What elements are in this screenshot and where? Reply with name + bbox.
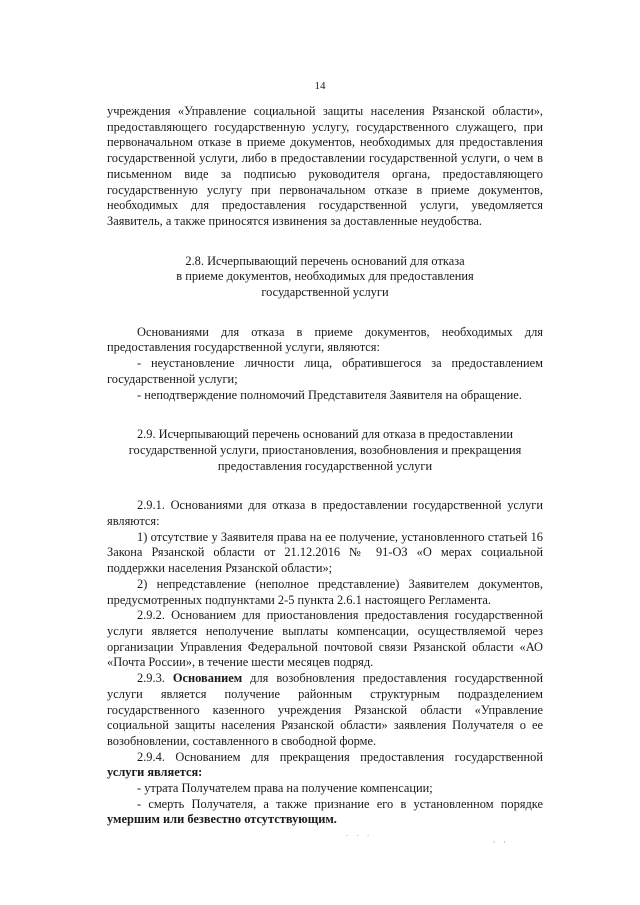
section-heading-line: государственной услуги: [261, 285, 389, 300]
paragraph: 2.9.3. Основанием для возобновления предоставления государственной услуги является получение районным структурным подразделением государственного казенного учреждения Рязанской области «Управление социальной защиты населения Рязанской области» заявления Получателя о ее возобновлении, составленного в свободной форме.: [107, 671, 543, 748]
section-heading-line: 2.9. Исчерпывающий перечень оснований для отказа в предоставлении: [136, 427, 514, 442]
section-2-8-heading: [107, 254, 543, 301]
paragraph: 2.9.4. Основанием для прекращения предоставления государственной услуги является:: [107, 749, 543, 780]
list-item: - неподтверждение полномочий Представителя Заявителя на обращение.: [137, 387, 522, 402]
section-heading-line: государственной услуги, приостановления, возобновления и прекращения: [128, 442, 522, 457]
list-item: - смерть Получателя, а также признание его в установленном порядке умершим или безвестно отсутствующим.: [107, 796, 543, 827]
section-heading-line: 2.8. Исчерпывающий перечень оснований для отказа: [185, 253, 465, 268]
scan-artifact: . . .: [346, 828, 373, 838]
list-item: 2) непредставление (неполное представление) Заявителем документов, предусмотренных подпунктами 2-5 пункта 2.6.1 настоящего Регламента.: [107, 576, 543, 607]
paragraph: 2.9.1. Основаниями для отказа в предоставлении государственной услуги являются:: [107, 498, 543, 529]
paragraph: 2.9.2. Основанием для приостановления предоставления государственной услуги является неполучение выплаты компенсации, осуществляемой через организации Управления Федеральной почтовой связи Рязанской области «АО «Почта России», в течение шести месяцев подряд.: [107, 608, 543, 670]
bold-phrase: умершим или безвестно отсутствующим.: [107, 812, 337, 827]
bold-phrase: услуги является:: [107, 765, 203, 780]
intro-paragraph: учреждения «Управление социальной защиты населения Рязанской области», предоставляющего государственную услугу, государственного служащего, при первоначальном отказе в приеме документов, необходимых для предоставления государственной услуги, либо в предоставлении государственной услуги, о чем в письменном виде за подписью руководителя органа, предоставляющего государственную услугу при первоначальном отказе в приеме документов, необходимых для предоставления государственной услуги, уведомляется Заявитель, а также приносятся извинения за доставленные неудобства.: [107, 104, 543, 228]
section-heading-line: в приеме документов, необходимых для предоставления: [176, 269, 474, 284]
paragraph: Основаниями для отказа в приеме документов, необходимых для предоставления государственной услуги, являются:: [107, 324, 543, 355]
scan-artifact: , ,: [493, 834, 509, 844]
list-item: - неустановление личности лица, обратившегося за предоставлением государственной услуги;: [107, 356, 543, 386]
page-number: 14: [314, 80, 326, 92]
list-item: 1) отсутствие у Заявителя права на ее получение, установленного статьей 16 Закона Рязанской области от 21.12.2016 № 91-ОЗ «О мерах социальной поддержки населения Рязанской области»;: [107, 529, 543, 576]
section-heading-line: предоставления государственной услуги: [217, 458, 433, 473]
list-item: - утрата Получателем права на получение компенсации;: [137, 781, 433, 796]
bold-phrase: Основанием: [172, 671, 243, 686]
section-2-9-heading: [107, 427, 543, 474]
document-body: [107, 104, 543, 828]
